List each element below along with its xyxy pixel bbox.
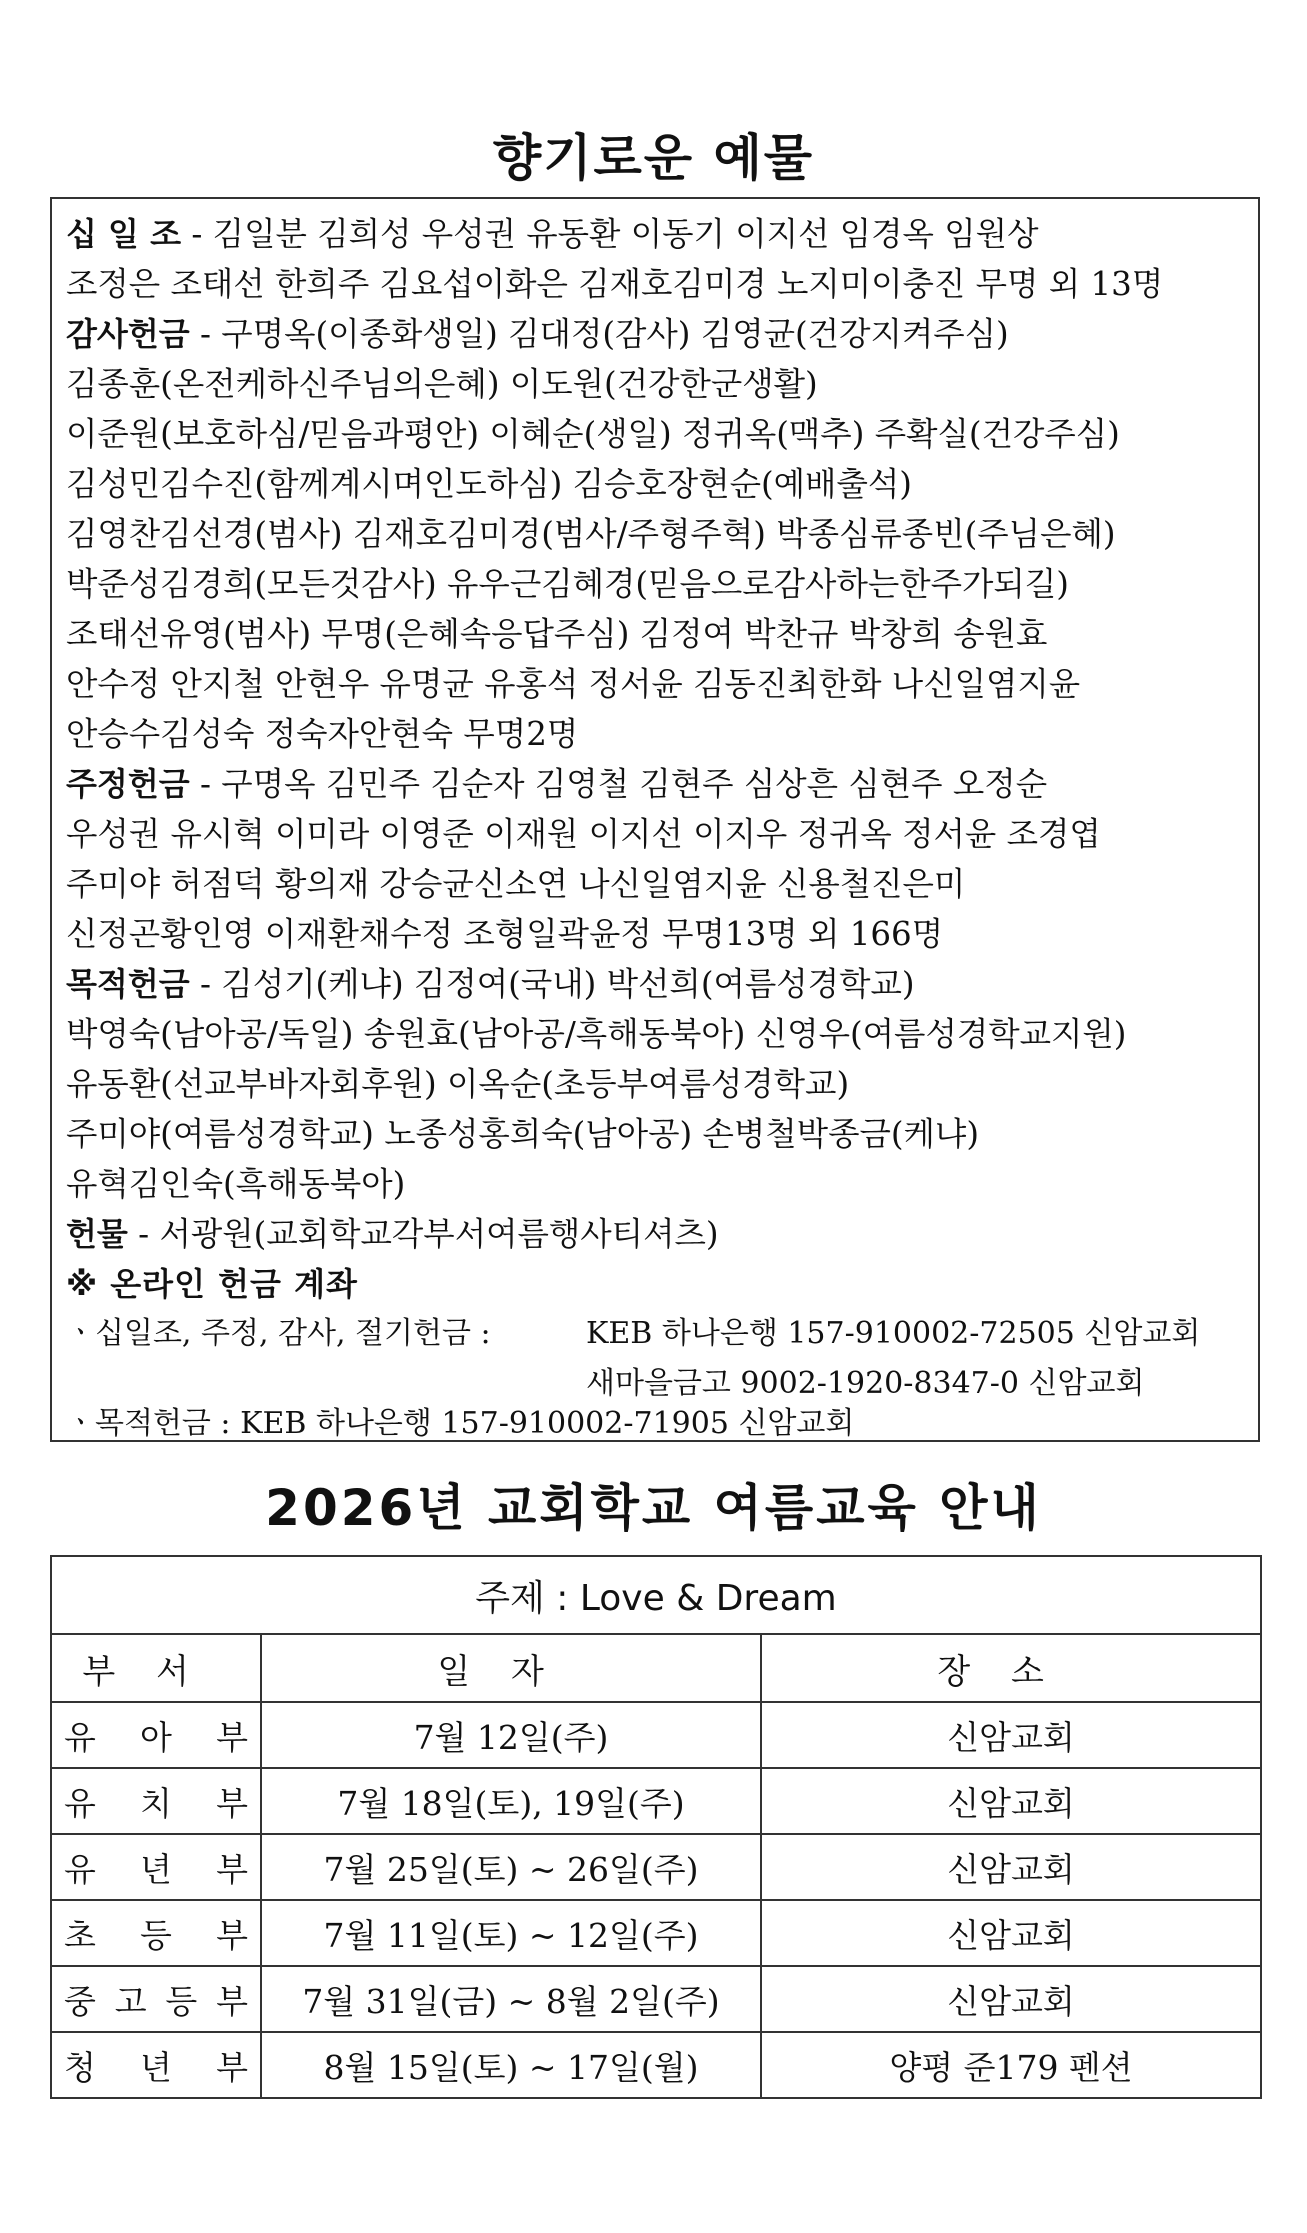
tithe-line [66, 209, 1038, 259]
thanks-line [66, 309, 1009, 359]
thanks-names-9: 안승수김성숙 정숙자안현숙 무명2명 [66, 715, 579, 753]
thanks-names-4: 김성민김수진(함께계시며인도하심) 김승호장현순(예배출석) [66, 465, 912, 503]
dept-cell: 유 년 부 [51, 1834, 261, 1900]
place-cell: 신암교회 [761, 1900, 1261, 1966]
table-row [51, 1966, 1261, 2032]
offerings-box [50, 197, 1260, 1442]
education-title: 2026년 교회학교 여름교육 안내 [265, 1479, 1042, 1537]
purpose-names-2: 박영숙(남아공/독일) 송원효(남아공/흑해동북아) 신영우(여름성경학교지원) [66, 1015, 1127, 1053]
tithe-names: - 김일분 김희성 우성권 유동환 이동기 이지선 임경옥 임원상 [181, 215, 1039, 253]
place-cell: 신암교회 [761, 1768, 1261, 1834]
date-cell: 7월 12일(주) [261, 1702, 761, 1768]
weekly-line [66, 759, 1047, 809]
table-row [51, 1834, 1261, 1900]
date-cell: 8월 15일(토) ~ 17일(월) [261, 2032, 761, 2098]
tithe-names-2: 조정은 조태선 한희주 김요섭이화은 김재호김미경 노지미이충진 무명 외 13명 [66, 265, 1164, 303]
dept-cell: 초 등 부 [51, 1900, 261, 1966]
thanks-names-8: 안수정 안지철 안현우 유명균 유홍석 정서윤 김동진최한화 나신일염지윤 [66, 665, 1081, 703]
place-cell: 신암교회 [761, 1834, 1261, 1900]
date-cell: 7월 31일(금) ~ 8월 2일(주) [261, 1966, 761, 2032]
place-cell: 신암교회 [761, 1702, 1261, 1768]
thanks-names-7: 조태선유영(범사) 무명(은혜속응답주심) 김정여 박찬규 박창희 송원효 [66, 615, 1048, 653]
account-1-value: KEB 하나은행 157-910002-72505 신암교회 [586, 1316, 1201, 1351]
dept-cell: 청 년 부 [51, 2032, 261, 2098]
weekly-names-3: 주미야 허점덕 황의재 강승균신소연 나신일염지윤 신용철진은미 [66, 865, 966, 903]
header-dept: 부서 [51, 1634, 261, 1702]
thanks-label: 감사헌금 [66, 315, 190, 353]
education-schedule-table [50, 1555, 1262, 2099]
theme-cell: 주제 : Love & Dream [51, 1556, 1261, 1634]
gift-label: 헌물 [66, 1215, 128, 1253]
gift-line [66, 1209, 719, 1259]
thanks-names-5: 김영찬김선경(범사) 김재호김미경(범사/주형주혁) 박종심류종빈(주님은혜) [66, 515, 1116, 553]
place-cell: 신암교회 [761, 1966, 1261, 2032]
thanks-names: - 구명옥(이종화생일) 김대정(감사) 김영균(건강지켜주심) [189, 315, 1009, 353]
account-line-3: ㆍ목적헌금 : KEB 하나은행 157-910002-71905 신암교회 [66, 1406, 855, 1441]
thanks-names-3: 이준원(보호하심/믿음과평안) 이혜순(생일) 정귀옥(맥추) 주확실(건강주심) [66, 415, 1120, 453]
purpose-line [66, 959, 915, 1009]
account-line-1 [66, 1309, 1201, 1359]
header-place: 장소 [761, 1634, 1261, 1702]
dept-cell: 유 치 부 [51, 1768, 261, 1834]
date-cell: 7월 18일(토), 19일(주) [261, 1768, 761, 1834]
dept-cell: 유 아 부 [51, 1702, 261, 1768]
purpose-names-3: 유동환(선교부바자회후원) 이옥순(초등부여름성경학교) [66, 1065, 850, 1103]
theme-row [51, 1556, 1261, 1634]
purpose-label: 목적헌금 [66, 965, 190, 1003]
thanks-names-6: 박준성김경희(모든것감사) 유우근김혜경(믿음으로감사하는한주가되길) [66, 565, 1069, 603]
account-2-value: 새마을금고 9002-1920-8347-0 신암교회 [586, 1366, 1145, 1401]
table-row [51, 1768, 1261, 1834]
online-account-header: ※ 온라인 헌금 계좌 [66, 1265, 358, 1303]
tithe-label: 십 일 조 [66, 215, 182, 253]
date-cell: 7월 11일(토) ~ 12일(주) [261, 1900, 761, 1966]
weekly-names-4: 신정곤황인영 이재환채수정 조형일곽윤정 무명13명 외 166명 [66, 915, 944, 953]
table-row [51, 1702, 1261, 1768]
gift-names: - 서광원(교회학교각부서여름행사티셔츠) [127, 1215, 719, 1253]
table-row [51, 2032, 1261, 2098]
account-1-label: ㆍ십일조, 주정, 감사, 절기헌금 : [66, 1316, 491, 1351]
date-cell: 7월 25일(토) ~ 26일(주) [261, 1834, 761, 1900]
weekly-names: - 구명옥 김민주 김순자 김영철 김현주 심상흔 심현주 오정순 [189, 765, 1048, 803]
weekly-names-2: 우성권 유시혁 이미라 이영준 이재원 이지선 이지우 정귀옥 정서윤 조경엽 [66, 815, 1101, 853]
header-date: 일자 [261, 1634, 761, 1702]
purpose-names-5: 유혁김인숙(흑해동북아) [66, 1165, 406, 1203]
purpose-names: - 김성기(케냐) 김정여(국내) 박선희(여름성경학교) [189, 965, 915, 1003]
offerings-title: 향기로운 예물 [492, 129, 815, 187]
place-cell: 양평 준179 펜션 [761, 2032, 1261, 2098]
thanks-names-2: 김종훈(온전케하신주님의은혜) 이도원(건강한군생활) [66, 365, 818, 403]
header-row [51, 1634, 1261, 1702]
purpose-names-4: 주미야(여름성경학교) 노종성홍희숙(남아공) 손병철박종금(케냐) [66, 1115, 980, 1153]
table-row [51, 1900, 1261, 1966]
dept-cell: 중 고 등 부 [51, 1966, 261, 2032]
weekly-label: 주정헌금 [66, 765, 190, 803]
